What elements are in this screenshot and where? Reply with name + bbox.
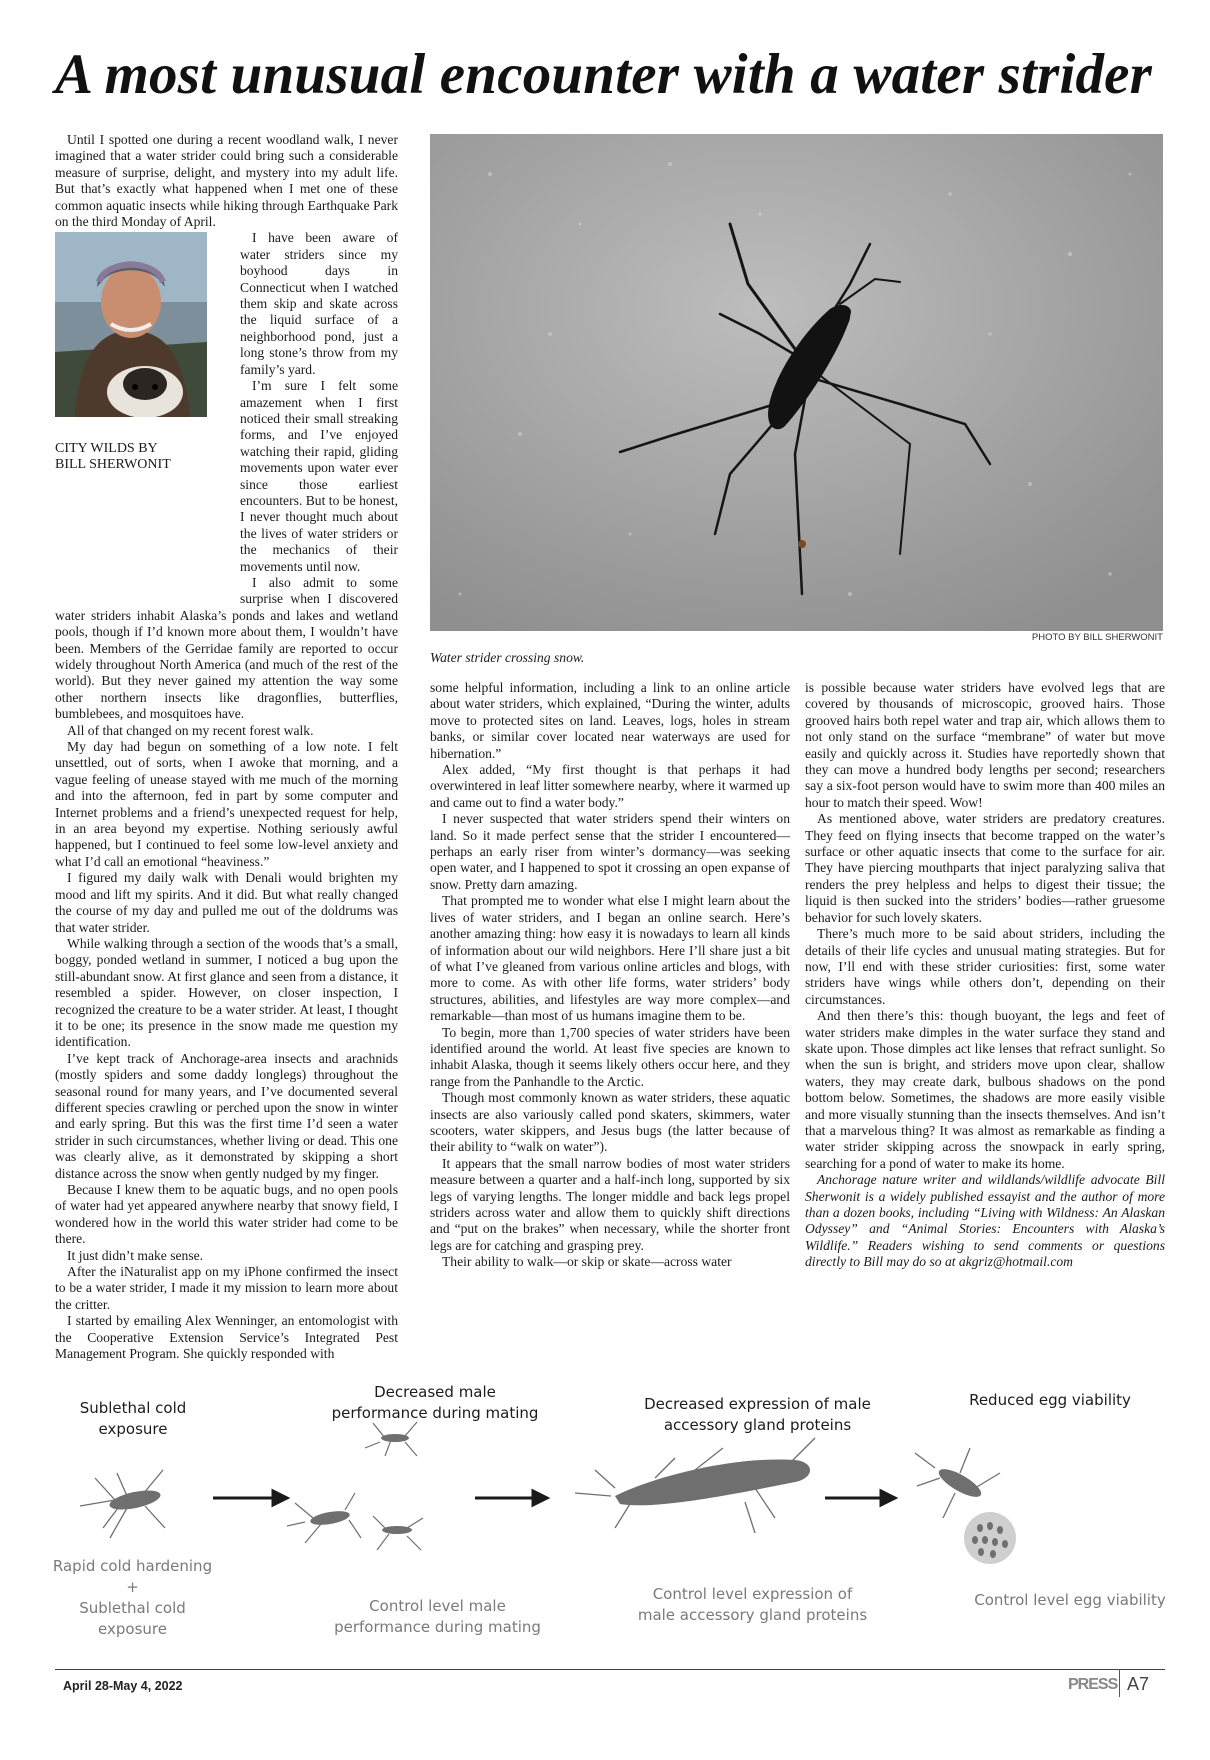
- author-photo-art: [55, 232, 207, 417]
- strider-icon-2a-body: [381, 1434, 409, 1442]
- page-number: A7: [1127, 1674, 1150, 1694]
- paragraph: That prompted me to wonder what else I might learn about the lives of water striders, and I began an online search. Here’s another amazing thing: how easy it is nowadays to learn all kinds of information about our wild neighbors. Here I’ll share just a bit of what I’ve gleaned from various online articles and blogs, with more to come. As with other life forms, water striders’ body structures, abilities, and lifestyles are way more complex—and remarkable—than most of us humans imagine them to be.: [430, 893, 790, 1024]
- strider-icon-3: [575, 1438, 815, 1533]
- eggs-icon: [972, 1522, 1008, 1558]
- paragraph: While walking through a section of the woods that’s a small, boggy, ponded wetland in summer, I noticed a bug upon the still-abundant snow. At first glance and seen from a distance, it resembled a spider. However, on closer inspection, I recognized the creature to be a water strider. At least, I thought it to be one; its presence in the snow made me question my identification.: [55, 935, 398, 1050]
- paragraph: I started by emailing Alex Wenninger, an entomologist with the Cooperative Extension Service’s Integrated Pest Management Program. She quickly responded with: [55, 1313, 398, 1362]
- paragraph: And then there’s this: though buoyant, the legs and feet of water striders make dimples in the water surface they stand and skate upon. Those dimples act like lenses that refract sunlight. So when the sun is bright, and striders move upon clear, shallow waters, they may create dark, bulbous shadows on the pond bottom below. Sometimes, the shadows are more easily visible and more visually stunning than the insects themselves. And isn’t that a marvelous thing? It was almost as remarkable as finding a water strider skipping across the snowpack in early spring, searching for a pond of water to make its home.: [805, 1008, 1165, 1171]
- publication-logo: PRESS: [1068, 1676, 1118, 1693]
- stage-1-control-line-1: Rapid cold hardening: [52, 1557, 213, 1575]
- article-column-3: [805, 680, 1165, 1271]
- water-strider-photo: [430, 134, 1163, 631]
- strider-icon-2b-body: [309, 1509, 350, 1528]
- paragraph: As mentioned above, water striders are predatory creatures. They feed on flying insects that become trapped on the water’s surface or other aquatic insects that come to the surface for air. They have piercing mouthparts that inject paralyzing saliva that renders the prey helpless and helps to digest their tissue; the liquid is then sucked into the striders’ bodies—rather gruesome behavior for such lovely skaters.: [805, 811, 1165, 925]
- paragraph: I never suspected that water striders spend their winters on land. So it made perfect sense that the strider I encountered—perhaps an early riser from winter’s dormancy—was seeking open water, and I happened to spot it crossing an open expanse of snow. Pretty darn amazing.: [430, 811, 790, 892]
- stage-2-label: Decreased male performance during mating: [331, 1383, 539, 1422]
- arrow-icon-3: [825, 1491, 895, 1505]
- paragraph: I’ve kept track of Anchorage-area insects and arachnids (mostly spiders and some daddy longlegs) throughout the seasonal round for many years, and I’ve documented several different species crawling or perched upon the snow in winter and early spring. But this was the first time I’d seen a water strider in such circumstances, whether living or dead. This one was clearly alive, as it demonstrated by skipping a short distance across the snow when gently nudged by my finger.: [55, 1050, 398, 1181]
- stage-3-control-label: Control level expression of male accessory gland proteins: [637, 1585, 868, 1624]
- paragraph: Alex added, “My first thought is that perhaps it had overwintered in leaf litter somewhere nearby, where it warmed up and came out to find a water body.”: [430, 762, 790, 810]
- strider-icon-2c-body: [382, 1526, 412, 1534]
- egg-cluster-icon: [964, 1512, 1016, 1564]
- strider-icon-4: [915, 1448, 1000, 1518]
- paragraph: Because I knew them to be aquatic bugs, and no open pools of water had yet appeared anywhere nearby that snowy field, I wondered how in the world this water strider had come to be there.: [55, 1182, 398, 1247]
- arrow-icon-1: [213, 1491, 287, 1505]
- byline: [55, 441, 232, 473]
- stage-4-label: Reduced egg viability: [969, 1391, 1131, 1409]
- byline-line-2: BILL SHERWONIT: [55, 457, 171, 473]
- paragraph: Their ability to walk—or skip or skate—across water: [442, 1254, 732, 1270]
- diagram-art: [55, 1378, 1165, 1668]
- stage-3-label: Decreased expression of male accessory gland proteins: [644, 1395, 871, 1434]
- water-strider-photo-art: [430, 134, 1163, 631]
- strider-icon-2: [287, 1422, 423, 1550]
- paragraph: There’s much more to be said about striders, including the details of their life cycles and unusual mating strategies. But for now, I’ll end with these strider curiosities: first, some water striders have wings while others don’t, depending on their circumstances.: [805, 926, 1165, 1007]
- strider-icon-1: [80, 1470, 165, 1538]
- author-block: [55, 232, 232, 605]
- paragraph: some helpful information, including a link to an online article about water striders, which explained, “During the winter, adults move to protected sites on land. Leaves, logs, holes in stream banks, or similar cover located near waterways are used for hibernation.”: [430, 680, 790, 761]
- paragraph: It just didn’t make sense.: [67, 1247, 204, 1263]
- paragraph: My day had begun on something of a low note. I felt unsettled, out of sorts, when I awoke that morning, and a vague feeling of unease stayed with me much of the morning and into the afternoon, fed in part by some computer and Internet problems and a friend’s unexpected request for help, in an area beyond my expertise. Nothing seriously awful happened, but I continued to feel some low-level anxiety and what I’d call an emotional “heaviness.”: [55, 739, 398, 869]
- strider-icon-1-body: [108, 1487, 162, 1513]
- paragraph: Until I spotted one during a recent woodland walk, I never imagined that a water strider could bring such a considerable measure of surprise, delight, and mystery into my adult life. But that’s exactly what happened when I met one of these common aquatic insects while hiking through Earthquake Park on the third Monday of April.: [55, 132, 398, 230]
- footer-rule: [55, 1669, 1165, 1670]
- author-bio: Anchorage nature writer and wildlands/wildlife advocate Bill Sherwonit is a widely published essayist and the author of more than a dozen books, including “Living with Wildness: An Alaskan Odyssey” and “Animal Stories: Encounters with Alaska’s Wildlife.” Readers wishing to send comments or questions directly to Bill may do so at akgriz@hotmail.com: [805, 1172, 1165, 1270]
- footer-date: April 28-May 4, 2022: [63, 1679, 183, 1693]
- headline: A most unusual encounter with a water strider: [55, 43, 1153, 106]
- paragraph: After the iNaturalist app on my iPhone confirmed the insect to be a water strider, I made it my mission to learn more about the critter.: [55, 1264, 398, 1312]
- paragraph: I figured my daily walk with Denali would brighten my mood and lift my spirits. And it did. But what really changed the course of my day and pulled me out of the doldrums was that water strider.: [55, 870, 398, 935]
- stage-1-label: Sublethal cold exposure: [79, 1399, 187, 1438]
- paragraph: I also admit to some surprise when I discovered water striders inhabit Alaska’s ponds and lakes and wetland pools, though if I’d known more about them, I wouldn’t have been. Members of the Gerridae family are reported to occur widely throughout North America (and much of the rest of the world). But they never gained my attention the way some other northern insects like dragonflies, butterflies, bumblebees, and mosquitoes have.: [55, 574, 398, 722]
- cold-exposure-diagram: [52, 1378, 1166, 1668]
- stage-1-control-plus: +: [126, 1578, 139, 1596]
- paragraph: I’m sure I felt some amazement when I first noticed their small streaking forms, and I’ve enjoyed watching their rapid, gliding movements upon water ever since those earliest encounters. But to be honest, I never thought much about the lives of water striders or the mechanics of their movements until now.: [240, 378, 398, 574]
- photo-credit: PHOTO BY BILL SHERWONIT: [1031, 632, 1163, 643]
- byline-line-1: CITY WILDS BY: [55, 441, 158, 457]
- footer-separator: [1119, 1669, 1120, 1697]
- paragraph: I have been aware of water striders since my boyhood days in Connecticut when I watched them skip and skate across the liquid surface of a neighborhood pond, just a long stone’s throw from my family’s yard.: [240, 230, 398, 377]
- paragraph: To begin, more than 1,700 species of water striders have been identified around the world. At least five species are known to inhabit Alaska, though it seems likely others occur here, and they range from the Panhandle to the Arctic.: [430, 1024, 790, 1089]
- strider-icon-3-body: [615, 1459, 810, 1505]
- paragraph: is possible because water striders have evolved legs that are covered by thousands of microscopic, grooved hairs. Those grooved hairs both repel water and trap air, which allows them to not only stand on the surface “membrane” of water but move easily and quickly across it. Studies have reportedly shown that they can move a hundred body lengths per second; researchers say a six-foot person would have to swim more than 400 miles an hour to match their speed. Wow!: [805, 680, 1165, 810]
- author-photo: [55, 232, 207, 417]
- stage-1-control-line-2: Sublethal cold exposure: [79, 1599, 186, 1638]
- article-column-2: [430, 680, 790, 1271]
- paragraph: All of that changed on my recent forest walk.: [67, 722, 314, 738]
- photo-caption: Water strider crossing snow.: [430, 650, 585, 665]
- article-column-1: [55, 132, 398, 1362]
- stage-2-control-label: Control level male performance during mating: [334, 1597, 541, 1636]
- paragraph: It appears that the small narrow bodies of most water striders measure between a quarter and a half-inch long, supported by six legs of varying lengths. The longer middle and back legs propel striders across water and allow them to quickly shift directions and “put on the brakes” when necessary, while the shorter front legs are for catching and grasping prey.: [430, 1155, 790, 1253]
- strider-icon-4-body: [935, 1464, 985, 1502]
- arrow-icon-2: [475, 1491, 547, 1505]
- stage-1-control-label: [45, 1556, 220, 1640]
- stage-4-control-label: Control level egg viability: [974, 1591, 1166, 1609]
- paragraph: Though most commonly known as water striders, these aquatic insects are also variously called pond skaters, skimmers, water scooters, water skippers, and Jesus bugs (the latter because of their ability to “walk on water”).: [430, 1090, 790, 1155]
